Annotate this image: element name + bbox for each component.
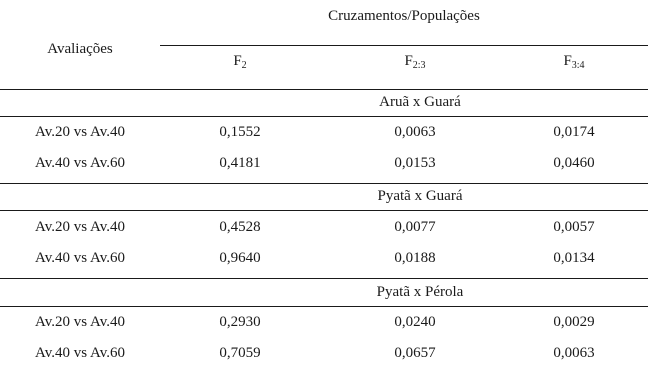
cell-f2: 0,9640	[219, 250, 261, 266]
cell-f34: 0,0057	[553, 219, 595, 235]
cell-f2: 0,1552	[219, 124, 261, 140]
section-rule	[0, 210, 648, 211]
column-header-f2: $F_2$	[233, 53, 247, 71]
row-header-label: Avaliações	[47, 41, 113, 57]
cell-f34: 0,0174	[553, 124, 595, 140]
section-rule	[0, 183, 648, 184]
row-label: Av.40 vs Av.60	[35, 155, 125, 171]
column-header-f34: $F_{3:4}$	[563, 53, 585, 71]
cell-f34: 0,0460	[553, 155, 595, 171]
section-rule	[0, 116, 648, 117]
row-label: Av.20 vs Av.40	[35, 219, 125, 235]
header-bottom-rule	[0, 89, 648, 90]
cell-f2: 0,2930	[219, 314, 261, 330]
cell-f23: 0,0153	[394, 155, 436, 171]
column-header-f23: $F_{2:3}$	[404, 53, 426, 71]
cell-f23: 0,0188	[394, 250, 436, 266]
cell-f23: 0,0063	[394, 124, 436, 140]
cell-f34: 0,0134	[553, 250, 595, 266]
group-header-label: Cruzamentos/Populações	[328, 8, 480, 24]
row-label: Av.40 vs Av.60	[35, 250, 125, 266]
cell-f2: 0,4528	[219, 219, 261, 235]
row-label: Av.40 vs Av.60	[35, 345, 125, 361]
row-label: Av.20 vs Av.40	[35, 124, 125, 140]
cell-f23: 0,0240	[394, 314, 436, 330]
section-title: Aruã x Guará	[379, 94, 461, 110]
cell-f34: 0,0063	[553, 345, 595, 361]
section-title: Pyatã x Guará	[377, 188, 463, 204]
section-rule	[0, 278, 648, 279]
cell-f2: 0,4181	[219, 155, 261, 171]
cell-f2: 0,7059	[219, 345, 261, 361]
header-inner-rule	[160, 45, 648, 46]
section-rule	[0, 306, 648, 307]
cell-f23: 0,0657	[394, 345, 436, 361]
cell-f23: 0,0077	[394, 219, 436, 235]
row-label: Av.20 vs Av.40	[35, 314, 125, 330]
cell-f34: 0,0029	[553, 314, 595, 330]
section-title: Pyatã x Pérola	[376, 284, 464, 300]
